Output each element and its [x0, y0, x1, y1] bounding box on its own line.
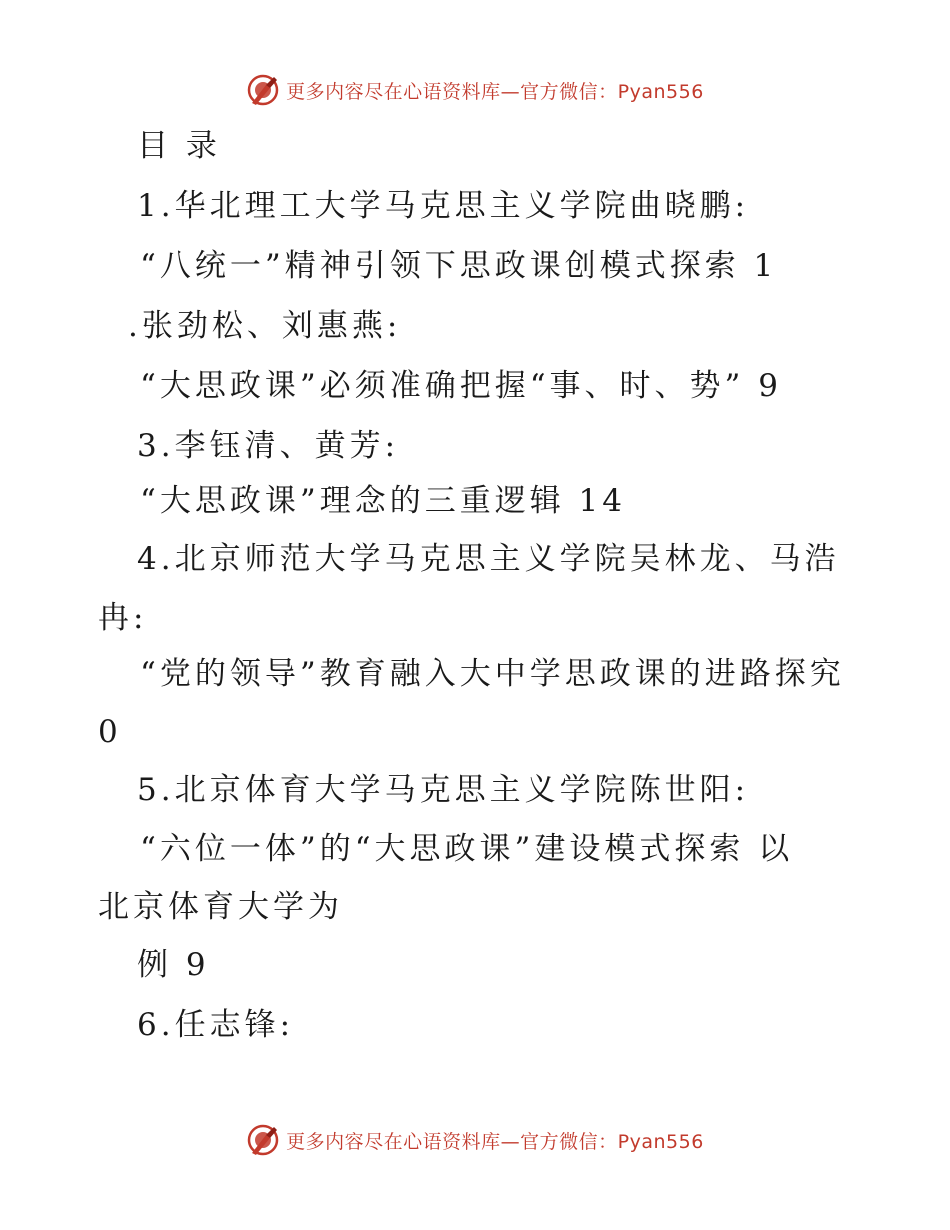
toc-line: “大思政课”必须准确把握“事、时、势” 9 [140, 368, 782, 404]
footer-watermark-text: 更多内容尽在心语资料库—官方微信：Pyan556 [286, 1130, 704, 1153]
toc-line: 3.李钰清、黄芳: [137, 428, 400, 464]
footer-watermark-banner [0, 1120, 950, 1160]
toc-title: 目 录 [137, 128, 221, 164]
pen-logo-icon [246, 1123, 280, 1157]
toc-line: 0 [98, 714, 122, 750]
toc-line: 北京体育大学为 [98, 889, 343, 925]
toc-line: 6.任志锋: [137, 1007, 295, 1043]
header-watermark-banner [0, 70, 950, 110]
toc-line: 4.北京师范大学马克思主义学院吴林龙、马浩 [137, 541, 840, 577]
header-watermark-text: 更多内容尽在心语资料库—官方微信：Pyan556 [286, 80, 704, 103]
pen-logo-icon [246, 73, 280, 107]
toc-line: “六位一体”的“大思政课”建设模式探索 以 [140, 831, 794, 867]
toc-line: 1.华北理工大学马克思主义学院曲晓鹏: [137, 188, 750, 224]
toc-line: “八统一”精神引领下思政课创模式探索 1 [140, 248, 778, 284]
toc-line: “大思政课”理念的三重逻辑 14 [140, 483, 626, 519]
toc-line: “党的领导”教育融入大中学思政课的进路探究 [140, 656, 845, 692]
toc-line: 例 9 [137, 947, 210, 983]
toc-line: 冉: [98, 600, 148, 636]
toc-line: .张劲松、刘惠燕: [128, 308, 402, 344]
toc-line: 5.北京体育大学马克思主义学院陈世阳: [137, 772, 750, 808]
